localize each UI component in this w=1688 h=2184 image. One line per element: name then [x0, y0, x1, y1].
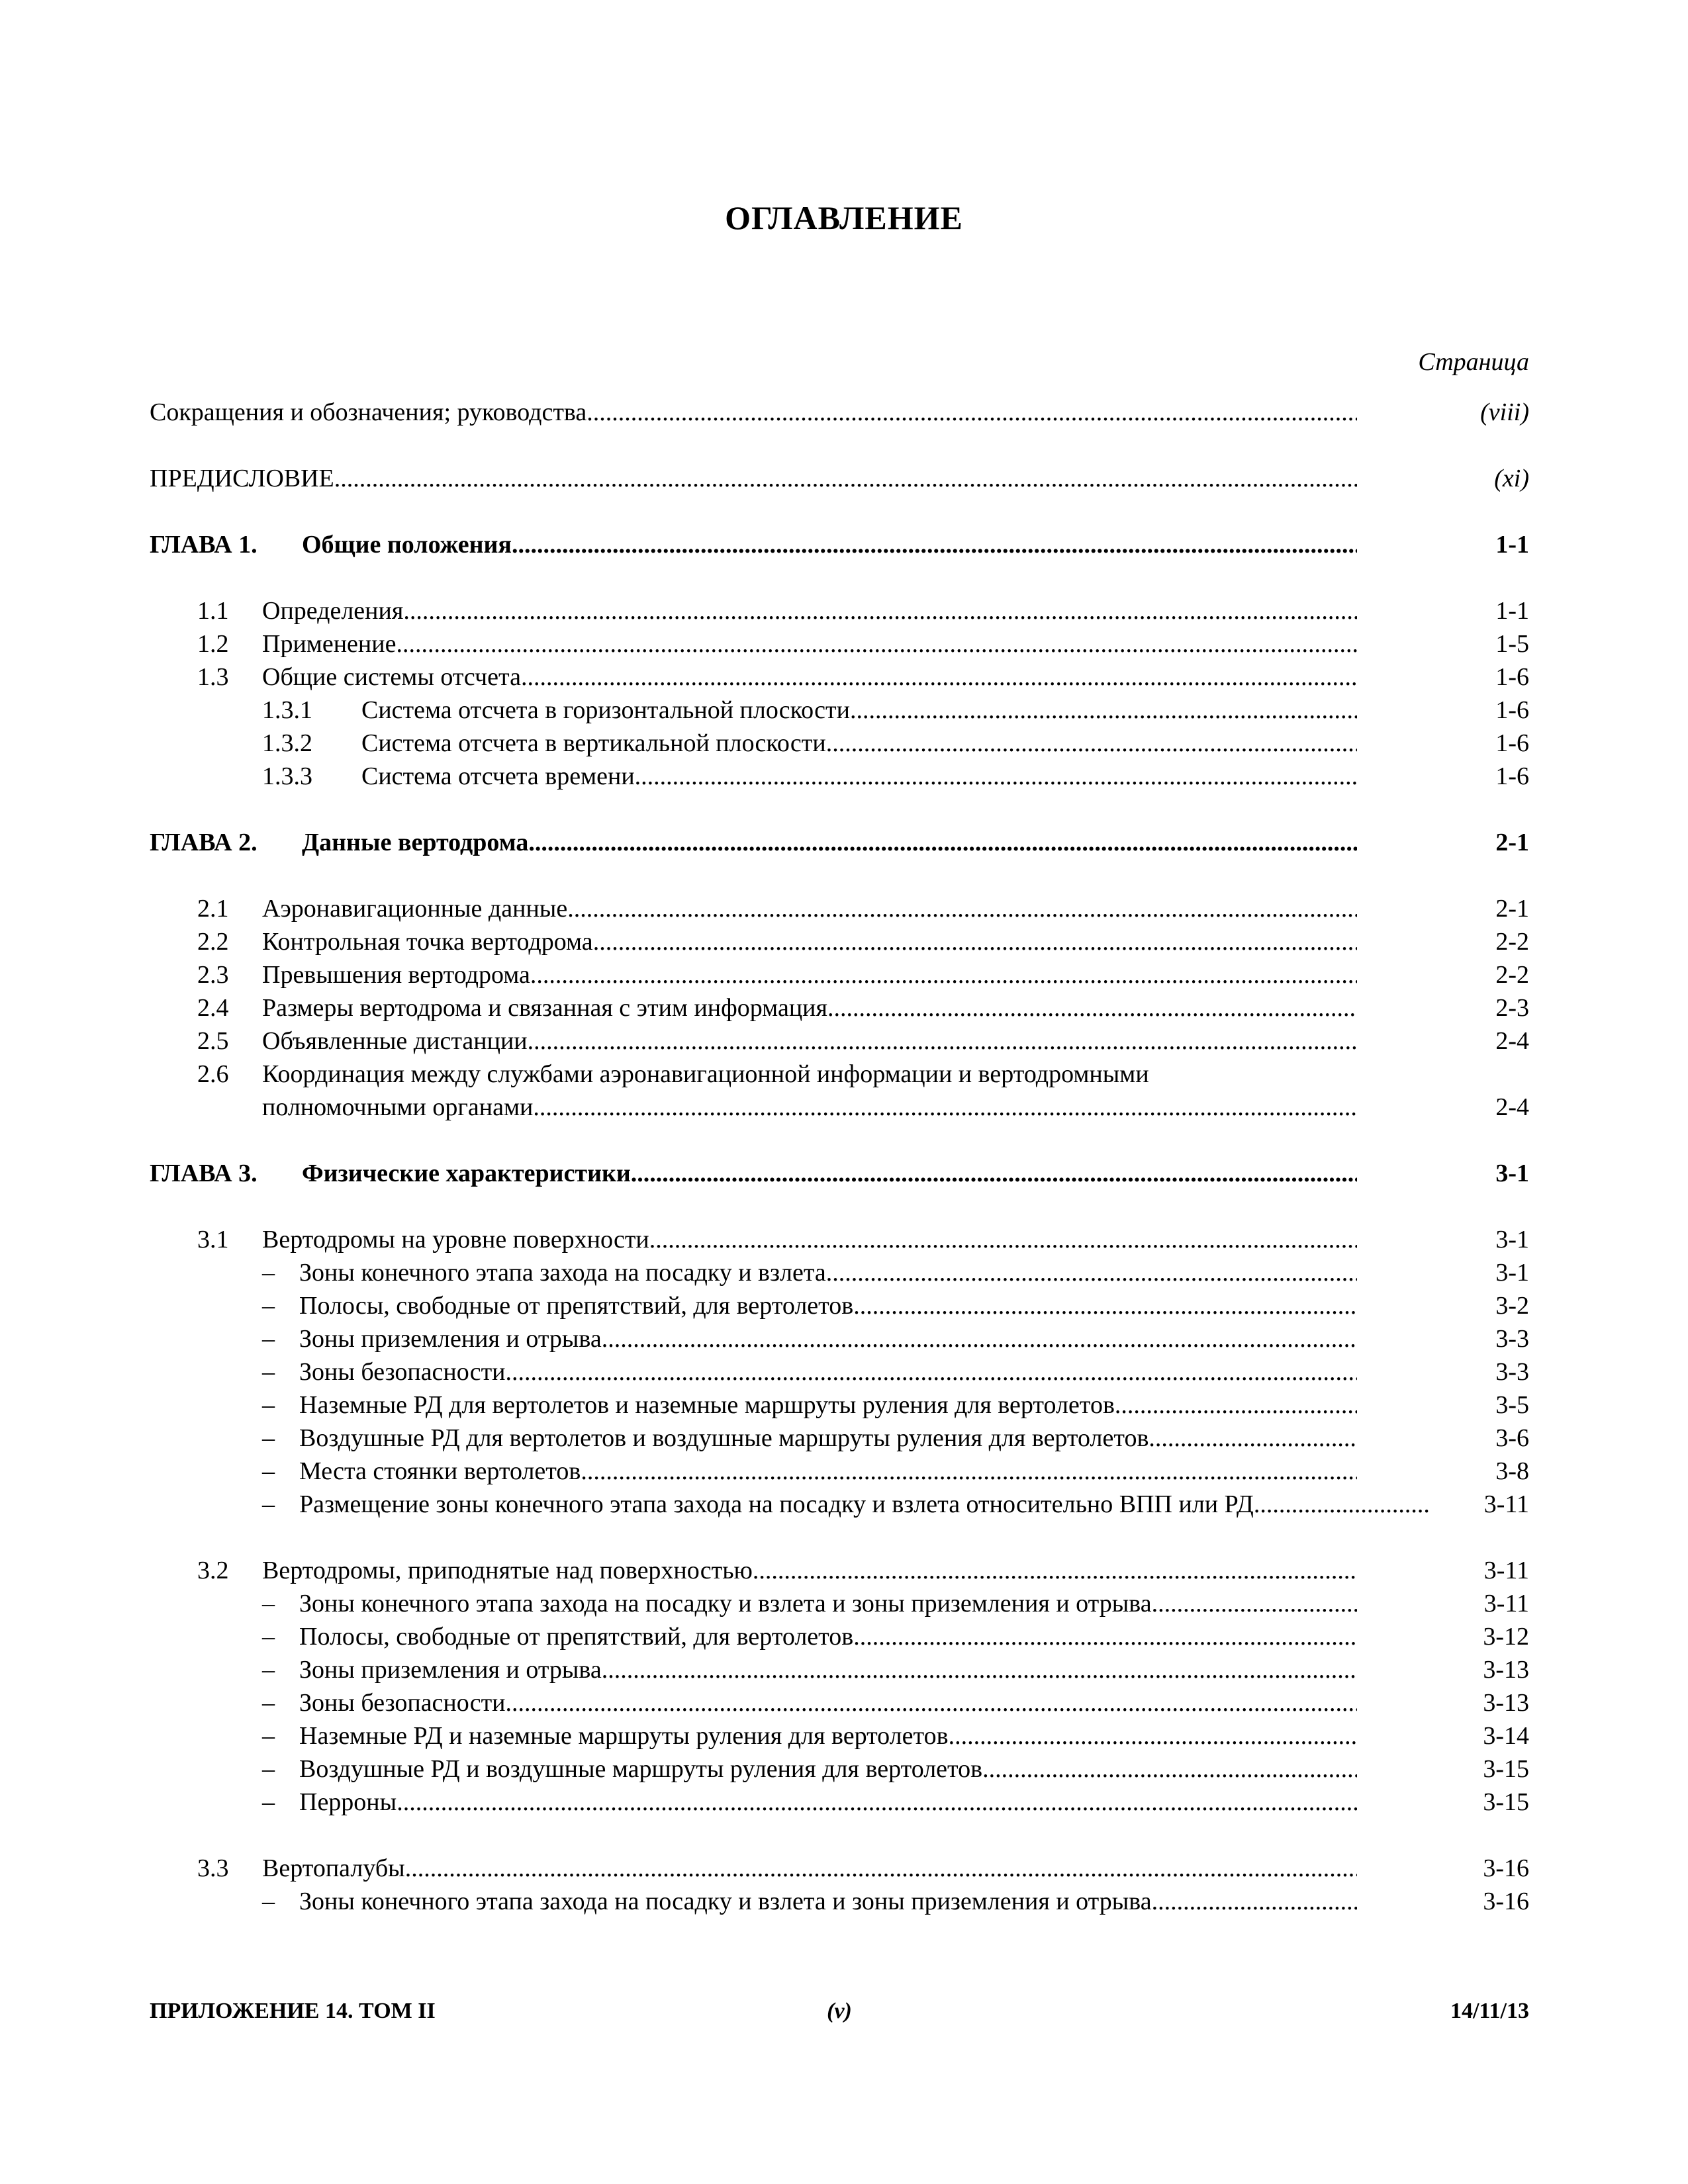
toc-subentry[interactable] — [150, 1388, 1529, 1422]
toc-entry-2-2[interactable] — [150, 925, 1529, 958]
leader-dots — [506, 1355, 1357, 1388]
leader-dots — [528, 826, 1357, 859]
leader-dots — [586, 396, 1357, 429]
toc-subentry[interactable] — [150, 1355, 1529, 1388]
entry-page: 1-1 — [1495, 597, 1529, 625]
dash-bullet: – — [262, 1325, 275, 1353]
dash-bullet: – — [262, 1656, 275, 1684]
entry-page: 3-12 — [1483, 1623, 1529, 1651]
toc-entry-1-3-2[interactable] — [150, 727, 1529, 760]
entry-number: 1.1 — [197, 597, 229, 625]
entry-number: 1.3.3 — [262, 762, 312, 790]
entry-text: Зоны конечного этапа захода на посадку и взлета — [299, 1259, 826, 1287]
leader-dots — [1152, 1587, 1357, 1620]
leader-dots — [397, 1786, 1357, 1819]
toc-chapter-3[interactable] — [150, 1157, 1529, 1190]
toc-subentry[interactable] — [150, 1620, 1529, 1653]
dash-bullet: – — [262, 1358, 275, 1386]
entry-page: 3-1 — [1495, 1259, 1529, 1287]
entry-page: (viii) — [1480, 398, 1529, 426]
chapter-page: 1-1 — [1495, 531, 1529, 559]
leader-dots — [602, 1322, 1357, 1355]
toc-entry-3-3[interactable] — [150, 1852, 1529, 1885]
entry-text: Зоны безопасности — [299, 1358, 506, 1386]
entry-text: Система отсчета в горизонтальной плоскости — [361, 696, 850, 724]
entry-page: 3-13 — [1483, 1656, 1529, 1684]
page-title: ОГЛАВЛЕНИЕ — [725, 199, 963, 236]
leader-dots — [631, 1157, 1357, 1190]
entry-page: 3-16 — [1483, 1854, 1529, 1882]
entry-page: 2-3 — [1495, 994, 1529, 1022]
toc-entry-foreword[interactable] — [150, 462, 1529, 495]
footer-document-name: ПРИЛОЖЕНИЕ 14. ТОМ II — [150, 1999, 436, 2023]
entry-text: Зоны приземления и отрыва — [299, 1656, 602, 1684]
entry-page: 3-11 — [1483, 1590, 1529, 1617]
leader-dots — [753, 1554, 1357, 1587]
dash-bullet: – — [262, 1888, 275, 1915]
leader-dots — [506, 1686, 1357, 1719]
chapter-label: ГЛАВА 1. — [150, 531, 258, 559]
toc-subentry[interactable] — [150, 1653, 1529, 1686]
toc-entry-2-3[interactable] — [150, 958, 1529, 991]
entry-page: 3-11 — [1483, 1557, 1529, 1584]
leader-dots — [635, 760, 1357, 793]
entry-text: Контрольная точка вертодрома — [262, 928, 593, 956]
dash-bullet: – — [262, 1457, 275, 1485]
leader-dots — [826, 727, 1357, 760]
entry-number: 2.5 — [197, 1027, 229, 1055]
entry-number: 1.2 — [197, 630, 229, 658]
leader-dots — [530, 958, 1357, 991]
entry-page: 3-8 — [1495, 1457, 1529, 1485]
toc-entry-1-1[interactable] — [150, 594, 1529, 627]
entry-text: Зоны безопасности — [299, 1689, 506, 1717]
toc-subentry[interactable] — [150, 1422, 1529, 1455]
entry-number: 3.3 — [197, 1854, 229, 1882]
chapter-label: ГЛАВА 2. — [150, 829, 258, 856]
entry-text: Объявленные дистанции — [262, 1027, 528, 1055]
entry-page: 2-4 — [1495, 1027, 1529, 1055]
toc-entry-1-3-1[interactable] — [150, 694, 1529, 727]
entry-number: 1.3.1 — [262, 696, 312, 724]
entry-page: 2-2 — [1495, 961, 1529, 989]
leader-dots — [581, 1455, 1357, 1488]
entry-page: 3-14 — [1483, 1722, 1529, 1750]
leader-dots — [602, 1653, 1357, 1686]
toc-entry-1-3-3[interactable] — [150, 760, 1529, 793]
leader-dots — [533, 1091, 1357, 1124]
toc-subentry[interactable] — [150, 1488, 1529, 1521]
leader-dots — [403, 594, 1357, 627]
leader-dots — [405, 1852, 1357, 1885]
leader-dots — [949, 1719, 1357, 1752]
entry-number: 2.1 — [197, 895, 229, 923]
dash-bullet: – — [262, 1490, 275, 1518]
toc-subentry[interactable] — [150, 1587, 1529, 1620]
entry-text: Размеры вертодрома и связанная с этим информация — [262, 994, 827, 1022]
entry-text: Аэронавигационные данные — [262, 895, 568, 923]
leader-dots — [649, 1223, 1357, 1256]
leader-dots — [850, 694, 1357, 727]
entry-text: ПРЕДИСЛОВИЕ — [150, 465, 334, 492]
entry-number: 2.2 — [197, 928, 229, 956]
toc-entry-3-2[interactable] — [150, 1554, 1529, 1587]
toc-entry-1-3[interactable] — [150, 660, 1529, 694]
toc-chapter-1[interactable] — [150, 528, 1529, 561]
toc-subentry[interactable] — [150, 1686, 1529, 1719]
leader-dots — [512, 528, 1357, 561]
entry-number: 2.6 — [197, 1060, 229, 1088]
entry-number: 3.2 — [197, 1557, 229, 1584]
entry-text-line2: полномочными органами — [262, 1093, 534, 1121]
page-column-header: Страница — [1418, 348, 1529, 376]
entry-page: 2-2 — [1495, 928, 1529, 956]
leader-dots — [853, 1620, 1357, 1653]
dash-bullet: – — [262, 1391, 275, 1419]
entry-number: 2.3 — [197, 961, 229, 989]
entry-text: Зоны конечного этапа захода на посадку и взлета и зоны приземления и отрыва — [299, 1888, 1152, 1915]
toc-entry-2-6[interactable] — [150, 1058, 1529, 1091]
entry-page: 2-1 — [1495, 895, 1529, 923]
table-of-contents — [150, 396, 1529, 1918]
page-footer — [150, 1999, 1529, 2032]
entry-number: 1.3.2 — [262, 729, 312, 757]
toc-entry-2-1[interactable] — [150, 892, 1529, 925]
entry-text: Воздушные РД и воздушные маршруты руления для вертолетов — [299, 1755, 983, 1783]
dash-bullet: – — [262, 1623, 275, 1651]
chapter-page: 3-1 — [1495, 1160, 1529, 1187]
entry-page: 3-16 — [1483, 1888, 1529, 1915]
entry-page: 3-5 — [1495, 1391, 1529, 1419]
leader-dots — [1115, 1388, 1357, 1422]
chapter-title: Данные вертодрома — [302, 829, 529, 856]
entry-text: Сокращения и обозначения; руководства — [150, 398, 587, 426]
entry-text: Зоны приземления и отрыва — [299, 1325, 602, 1353]
entry-text: Перроны — [299, 1788, 397, 1816]
toc-entry-2-6-continued[interactable] — [150, 1091, 1529, 1124]
entry-page: 3-3 — [1495, 1358, 1529, 1386]
leader-dots — [1152, 1885, 1357, 1918]
entry-page: 2-4 — [1495, 1093, 1529, 1121]
entry-page: 3-2 — [1495, 1292, 1529, 1320]
toc-subentry[interactable] — [150, 1719, 1529, 1752]
entry-page: 3-13 — [1483, 1689, 1529, 1717]
dash-bullet: – — [262, 1755, 275, 1783]
leader-dots — [982, 1752, 1357, 1786]
dash-bullet: – — [262, 1424, 275, 1452]
leader-dots — [1149, 1422, 1357, 1455]
dash-bullet: – — [262, 1788, 275, 1816]
entry-text: Наземные РД для вертолетов и наземные маршруты руления для вертолетов — [299, 1391, 1115, 1419]
entry-text: Применение — [262, 630, 397, 658]
toc-chapter-2[interactable] — [150, 826, 1529, 859]
leader-dots — [334, 462, 1357, 495]
leader-dots — [853, 1289, 1357, 1322]
toc-subentry[interactable] — [150, 1322, 1529, 1355]
footer-date: 14/11/13 — [1450, 1999, 1529, 2023]
entry-text: Размещение зоны конечного этапа захода на посадку и взлета относительно ВПП или РД — [299, 1490, 1254, 1518]
entry-page: 3-15 — [1483, 1755, 1529, 1783]
entry-page: 1-6 — [1495, 762, 1529, 790]
leader-dots — [528, 1024, 1357, 1058]
entry-text-line1: Координация между службами аэронавигационной информации и вертодромными — [262, 1060, 1149, 1088]
toc-subentry[interactable] — [150, 1455, 1529, 1488]
entry-page: 1-6 — [1495, 696, 1529, 724]
leader-dots — [567, 892, 1357, 925]
leader-dots — [826, 1256, 1357, 1289]
dash-bullet: – — [262, 1590, 275, 1617]
chapter-page: 2-1 — [1495, 829, 1529, 856]
entry-text: Вертодромы на уровне поверхности — [262, 1226, 649, 1253]
entry-page: 3-6 — [1495, 1424, 1529, 1452]
toc-subentry[interactable] — [150, 1885, 1529, 1918]
entry-text: Полосы, свободные от препятствий, для вертолетов — [299, 1623, 854, 1651]
entry-text: Система отсчета времени — [361, 762, 635, 790]
chapter-title: Общие положения — [302, 531, 512, 559]
toc-entry-3-1[interactable] — [150, 1223, 1529, 1256]
leader-dots — [593, 925, 1357, 958]
leader-dots — [521, 660, 1357, 694]
entry-page: 1-6 — [1495, 729, 1529, 757]
entry-page: 3-11 — [1483, 1490, 1529, 1518]
entry-number: 1.3 — [197, 663, 229, 691]
toc-subentry[interactable] — [150, 1289, 1529, 1322]
toc-entry-abbreviations[interactable] — [150, 396, 1529, 429]
leader-dots — [396, 627, 1357, 660]
entry-text: Воздушные РД для вертолетов и воздушные маршруты руления для вертолетов — [299, 1424, 1149, 1452]
dash-bullet: – — [262, 1292, 275, 1320]
dash-bullet: – — [262, 1722, 275, 1750]
entry-text: Наземные РД и наземные маршруты руления для вертолетов — [299, 1722, 949, 1750]
toc-subentry[interactable] — [150, 1752, 1529, 1786]
entry-text: Определения — [262, 597, 404, 625]
toc-subentry[interactable] — [150, 1256, 1529, 1289]
chapter-label: ГЛАВА 3. — [150, 1160, 258, 1187]
entry-text: Полосы, свободные от препятствий, для вертолетов — [299, 1292, 854, 1320]
entry-page: (xi) — [1494, 465, 1529, 492]
toc-entry-2-5[interactable] — [150, 1024, 1529, 1058]
entry-number: 2.4 — [197, 994, 229, 1022]
entry-number: 3.1 — [197, 1226, 229, 1253]
entry-text: Зоны конечного этапа захода на посадку и взлета и зоны приземления и отрыва — [299, 1590, 1152, 1617]
entry-text: Превышения вертодрома — [262, 961, 530, 989]
dash-bullet: – — [262, 1689, 275, 1717]
entry-text: Общие системы отсчета — [262, 663, 521, 691]
leader-dots — [1254, 1488, 1430, 1521]
footer-page-number: (v) — [827, 1999, 852, 2023]
toc-subentry[interactable] — [150, 1786, 1529, 1819]
dash-bullet: – — [262, 1259, 275, 1287]
entry-text: Места стоянки вертолетов — [299, 1457, 581, 1485]
entry-page: 3-1 — [1495, 1226, 1529, 1253]
entry-page: 3-3 — [1495, 1325, 1529, 1353]
entry-text: Вертодромы, приподнятые над поверхностью — [262, 1557, 753, 1584]
chapter-title: Физические характеристики — [302, 1160, 631, 1187]
toc-entry-1-2[interactable] — [150, 627, 1529, 660]
entry-text: Система отсчета в вертикальной плоскости — [361, 729, 826, 757]
toc-entry-2-4[interactable] — [150, 991, 1529, 1024]
entry-page: 1-5 — [1495, 630, 1529, 658]
entry-page: 1-6 — [1495, 663, 1529, 691]
entry-page: 3-15 — [1483, 1788, 1529, 1816]
leader-dots — [827, 991, 1357, 1024]
entry-text: Вертопалубы — [262, 1854, 405, 1882]
